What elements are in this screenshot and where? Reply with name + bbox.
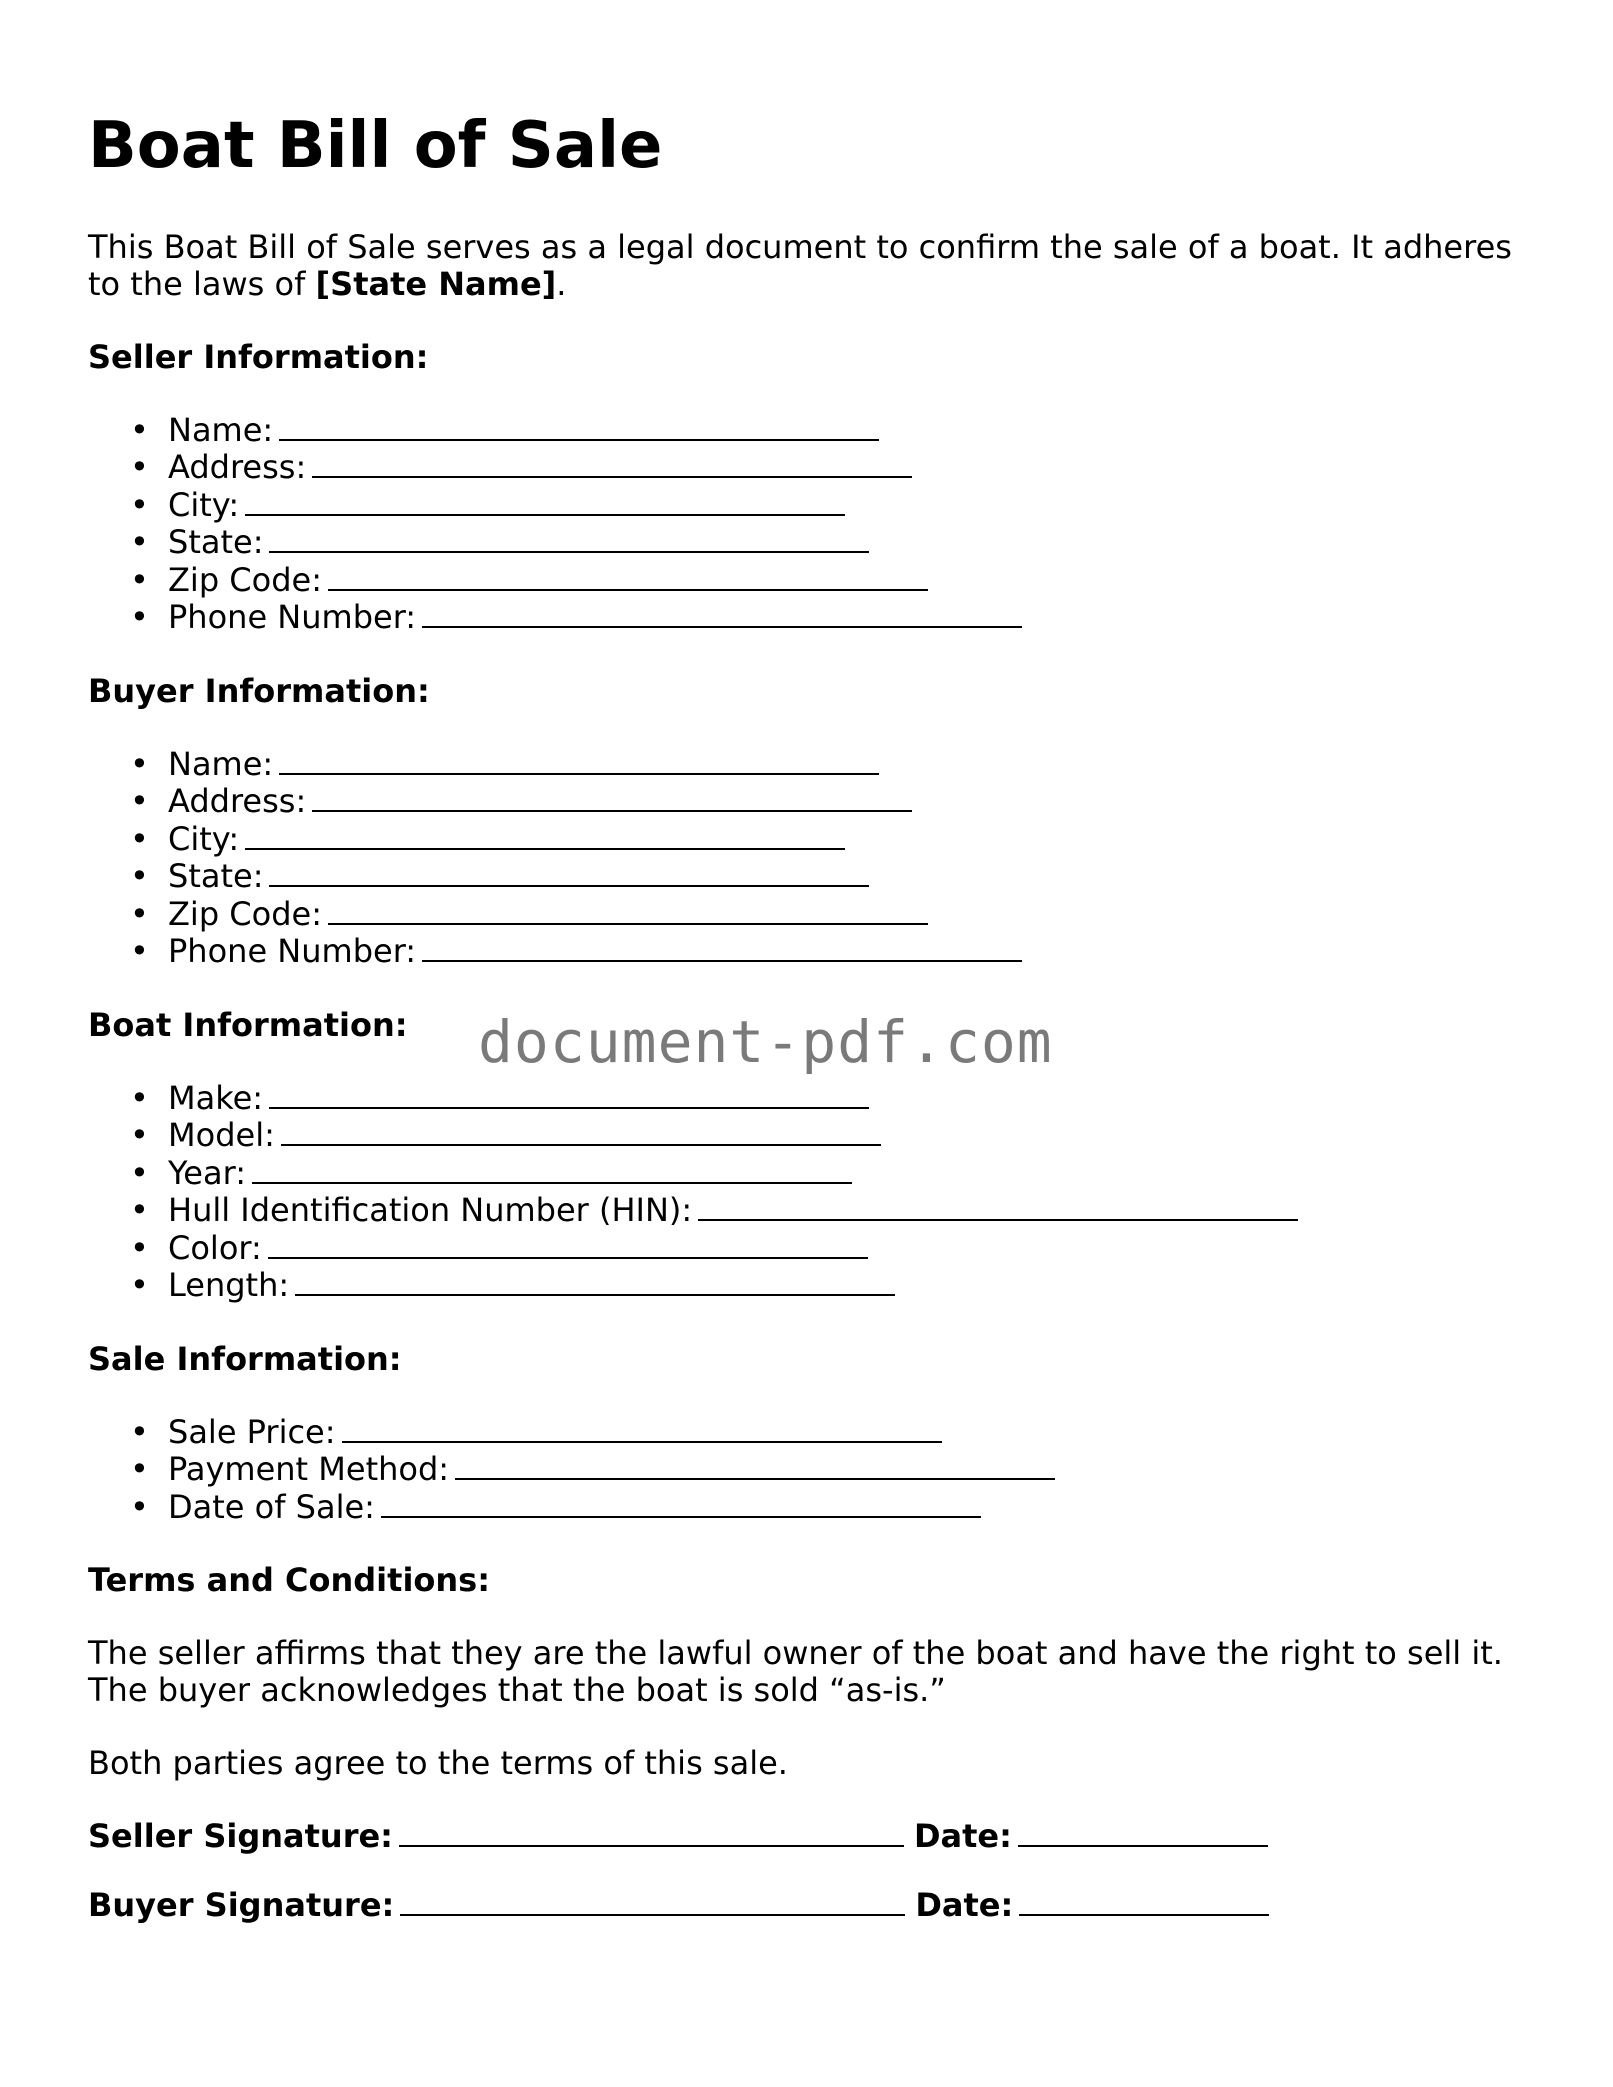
boat-heading: Boat Information: bbox=[88, 1005, 408, 1044]
bullet: • bbox=[130, 932, 149, 971]
seller-state-item bbox=[130, 523, 1528, 562]
boat-make-item bbox=[130, 1078, 1528, 1118]
buyer-city-field[interactable] bbox=[245, 822, 845, 850]
bullet: • bbox=[130, 857, 149, 896]
sale-date-field[interactable] bbox=[381, 1490, 981, 1518]
seller-address-field[interactable] bbox=[312, 450, 912, 478]
seller-address-item bbox=[130, 448, 1528, 487]
field-label: City: bbox=[168, 485, 240, 524]
bullet: • bbox=[130, 410, 149, 449]
bullet: • bbox=[130, 523, 149, 562]
field-label: Zip Code: bbox=[168, 560, 322, 599]
boat-hin-item bbox=[130, 1191, 1528, 1230]
field-label: Address: bbox=[168, 782, 307, 821]
boat-model-field[interactable] bbox=[281, 1118, 881, 1146]
boat-length-item bbox=[130, 1266, 1528, 1305]
boat-year-item bbox=[130, 1153, 1528, 1193]
field-label: Date of Sale: bbox=[168, 1487, 375, 1526]
sale-price-field[interactable] bbox=[342, 1415, 942, 1443]
bullet: • bbox=[130, 1228, 149, 1267]
bullet: • bbox=[130, 1153, 149, 1192]
buyer-phone-field[interactable] bbox=[422, 934, 1022, 962]
seller-name-item bbox=[130, 410, 1528, 450]
field-label: Make: bbox=[168, 1078, 264, 1117]
bullet: • bbox=[130, 485, 149, 524]
boat-make-field[interactable] bbox=[269, 1081, 869, 1109]
buyer-signature-label: Buyer Signature: bbox=[88, 1886, 395, 1925]
payment-method-item bbox=[130, 1450, 1528, 1489]
buyer-city-item bbox=[130, 819, 1528, 859]
field-label: Phone Number: bbox=[168, 598, 417, 637]
bullet: • bbox=[130, 1116, 149, 1155]
buyer-heading: Buyer Information: bbox=[88, 671, 430, 710]
seller-phone-field[interactable] bbox=[422, 600, 1022, 628]
boat-color-field[interactable] bbox=[268, 1231, 868, 1259]
bullet: • bbox=[130, 894, 149, 933]
buyer-phone-item bbox=[130, 932, 1528, 971]
seller-zip-field[interactable] bbox=[328, 563, 928, 591]
field-label: Sale Price: bbox=[168, 1412, 336, 1451]
bullet: • bbox=[130, 1266, 149, 1305]
field-label: State: bbox=[168, 523, 264, 562]
boat-length-field[interactable] bbox=[295, 1268, 895, 1296]
field-label: Length: bbox=[168, 1266, 290, 1305]
buyer-name-item bbox=[130, 744, 1528, 784]
seller-date-label: Date: bbox=[913, 1817, 1012, 1856]
seller-city-item bbox=[130, 485, 1528, 525]
payment-method-field[interactable] bbox=[455, 1452, 1055, 1480]
seller-zip-item bbox=[130, 560, 1528, 600]
boat-fields bbox=[88, 1080, 1528, 1305]
bullet: • bbox=[130, 1450, 149, 1489]
field-label: Hull Identification Number (HIN): bbox=[168, 1191, 693, 1230]
bullet: • bbox=[130, 1078, 149, 1117]
terms-heading: Terms and Conditions: bbox=[88, 1561, 491, 1600]
buyer-zip-field[interactable] bbox=[328, 897, 928, 925]
field-label: Name: bbox=[168, 744, 274, 783]
boat-model-item bbox=[130, 1116, 1528, 1155]
buyer-address-field[interactable] bbox=[312, 784, 912, 812]
boat-color-item bbox=[130, 1228, 1528, 1268]
buyer-state-item bbox=[130, 857, 1528, 896]
bullet: • bbox=[130, 1487, 149, 1526]
field-label: Payment Method: bbox=[168, 1450, 450, 1489]
bullet: • bbox=[130, 1191, 149, 1230]
intro-end: . bbox=[556, 264, 567, 303]
bullet: • bbox=[130, 560, 149, 599]
sale-heading: Sale Information: bbox=[88, 1339, 402, 1378]
buyer-state-field[interactable] bbox=[269, 859, 869, 887]
bullet: • bbox=[130, 1412, 149, 1451]
seller-state-field[interactable] bbox=[269, 525, 869, 553]
bullet: • bbox=[130, 819, 149, 858]
seller-phone-item bbox=[130, 598, 1528, 637]
intro-text: This Boat Bill of Sale serves as a legal document to confirm the sale of a boat. It adheres to the laws of bbox=[88, 227, 1512, 303]
sale-price-item bbox=[130, 1412, 1528, 1452]
seller-date-field[interactable] bbox=[1018, 1819, 1268, 1847]
field-label: Color: bbox=[168, 1228, 262, 1267]
boat-hin-field[interactable] bbox=[698, 1193, 1298, 1221]
seller-signature-row bbox=[88, 1818, 1528, 1855]
buyer-fields bbox=[88, 746, 1528, 971]
bullet: • bbox=[130, 782, 149, 821]
seller-heading: Seller Information: bbox=[88, 337, 429, 376]
field-label: Year: bbox=[168, 1153, 246, 1192]
field-label: Address: bbox=[168, 448, 307, 487]
intro-paragraph bbox=[88, 229, 1528, 303]
watermark: document-pdf.com bbox=[478, 1008, 1053, 1076]
field-label: Model: bbox=[168, 1116, 275, 1155]
bullet: • bbox=[130, 744, 149, 783]
field-label: Name: bbox=[168, 410, 274, 449]
buyer-signature-row bbox=[88, 1887, 1528, 1924]
buyer-zip-item bbox=[130, 894, 1528, 934]
state-placeholder: [State Name] bbox=[315, 264, 557, 303]
field-label: City: bbox=[168, 819, 240, 858]
field-label: State: bbox=[168, 857, 264, 896]
buyer-date-field[interactable] bbox=[1019, 1888, 1269, 1916]
sale-date-item bbox=[130, 1487, 1528, 1527]
buyer-address-item bbox=[130, 782, 1528, 821]
terms-paragraph: The seller affirms that they are the lawful owner of the boat and have the right to sell it. The buyer acknowledges that the boat is sold “as-is.” bbox=[88, 1634, 1503, 1710]
seller-fields bbox=[88, 412, 1528, 637]
page-title: Boat Bill of Sale bbox=[88, 109, 663, 183]
seller-signature-label: Seller Signature: bbox=[88, 1817, 393, 1856]
seller-signature-field[interactable] bbox=[399, 1819, 904, 1847]
field-label: Zip Code: bbox=[168, 894, 322, 933]
buyer-name-field[interactable] bbox=[279, 747, 879, 775]
seller-name-field[interactable] bbox=[279, 413, 879, 441]
buyer-signature-field[interactable] bbox=[400, 1888, 905, 1916]
bullet: • bbox=[130, 448, 149, 487]
agreement-paragraph: Both parties agree to the terms of this sale. bbox=[88, 1744, 788, 1783]
bullet: • bbox=[130, 598, 149, 637]
field-label: Phone Number: bbox=[168, 932, 417, 971]
seller-city-field[interactable] bbox=[245, 488, 845, 516]
boat-year-field[interactable] bbox=[252, 1156, 852, 1184]
sale-fields bbox=[88, 1414, 1528, 1527]
buyer-date-label: Date: bbox=[915, 1886, 1014, 1925]
